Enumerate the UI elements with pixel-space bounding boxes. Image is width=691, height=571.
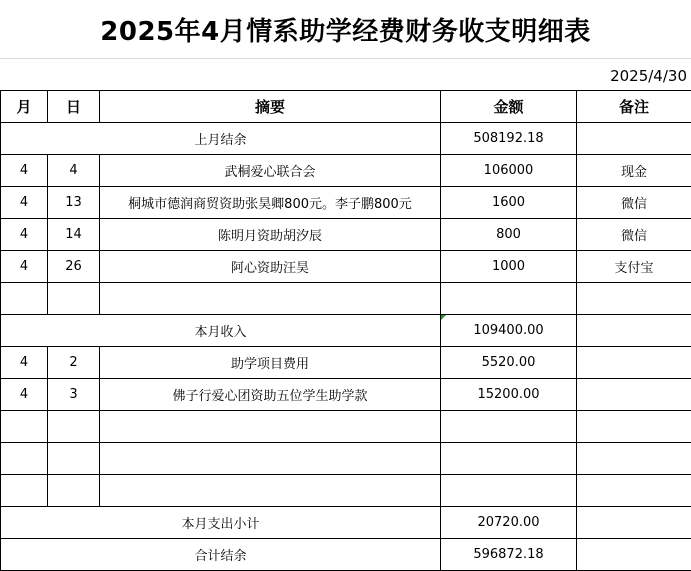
sheet-title: 2025年4月情系助学经费财务收支明细表 bbox=[0, 0, 691, 58]
empty-cell bbox=[1, 475, 48, 507]
table-row bbox=[1, 155, 691, 187]
row-note bbox=[577, 347, 691, 379]
table-row bbox=[1, 347, 691, 379]
finance-table bbox=[0, 90, 691, 571]
table-row bbox=[1, 187, 691, 219]
month-income-amount: 109400.00 bbox=[441, 315, 577, 347]
empty-cell bbox=[577, 539, 691, 571]
row-note: 微信 bbox=[577, 187, 691, 219]
month-income-row bbox=[1, 315, 691, 347]
row-note: 现金 bbox=[577, 155, 691, 187]
row-month: 4 bbox=[1, 379, 48, 411]
row-day: 2 bbox=[48, 347, 100, 379]
total-balance-label: 合计结余 bbox=[1, 539, 441, 571]
row-day: 13 bbox=[48, 187, 100, 219]
row-summary: 桐城市德润商贸资助张昊卿800元。李子鹏800元 bbox=[100, 187, 441, 219]
empty-cell bbox=[100, 411, 441, 443]
empty-cell bbox=[1, 411, 48, 443]
row-month: 4 bbox=[1, 219, 48, 251]
empty-cell bbox=[577, 283, 691, 315]
table-row bbox=[1, 219, 691, 251]
header-summary: 摘要 bbox=[100, 91, 441, 123]
empty-cell bbox=[441, 475, 577, 507]
month-expense-label: 本月支出小计 bbox=[1, 507, 441, 539]
empty-cell bbox=[1, 443, 48, 475]
report-date: 2025/4/30 bbox=[610, 67, 687, 85]
row-month: 4 bbox=[1, 251, 48, 283]
total-balance-amount: 596872.18 bbox=[441, 539, 577, 571]
empty-row bbox=[1, 283, 691, 315]
header-note: 备注 bbox=[577, 91, 691, 123]
last-month-balance-amount: 508192.18 bbox=[441, 123, 577, 155]
month-income-label: 本月收入 bbox=[1, 315, 441, 347]
row-summary: 助学项目费用 bbox=[100, 347, 441, 379]
row-month: 4 bbox=[1, 155, 48, 187]
empty-cell bbox=[48, 411, 100, 443]
empty-cell bbox=[48, 283, 100, 315]
row-amount: 5520.00 bbox=[441, 347, 577, 379]
header-day: 日 bbox=[48, 91, 100, 123]
last-month-balance-row bbox=[1, 123, 691, 155]
empty-cell bbox=[577, 315, 691, 347]
date-row bbox=[0, 58, 691, 91]
row-day: 3 bbox=[48, 379, 100, 411]
empty-cell bbox=[100, 443, 441, 475]
empty-row bbox=[1, 443, 691, 475]
empty-cell bbox=[577, 507, 691, 539]
empty-cell bbox=[100, 283, 441, 315]
row-amount: 15200.00 bbox=[441, 379, 577, 411]
row-summary: 武桐爱心联合会 bbox=[100, 155, 441, 187]
row-note: 微信 bbox=[577, 219, 691, 251]
row-summary: 阿心资助汪昊 bbox=[100, 251, 441, 283]
row-summary: 佛子行爱心团资助五位学生助学款 bbox=[100, 379, 441, 411]
total-balance-row bbox=[1, 539, 691, 571]
row-month: 4 bbox=[1, 187, 48, 219]
row-day: 26 bbox=[48, 251, 100, 283]
empty-cell bbox=[441, 283, 577, 315]
row-summary: 陈明月资助胡汐辰 bbox=[100, 219, 441, 251]
empty-cell bbox=[48, 443, 100, 475]
row-note bbox=[577, 379, 691, 411]
row-amount: 800 bbox=[441, 219, 577, 251]
row-day: 14 bbox=[48, 219, 100, 251]
empty-cell bbox=[441, 443, 577, 475]
row-note: 支付宝 bbox=[577, 251, 691, 283]
row-month: 4 bbox=[1, 347, 48, 379]
table-row bbox=[1, 251, 691, 283]
empty-cell bbox=[100, 475, 441, 507]
empty-row bbox=[1, 475, 691, 507]
table-row bbox=[1, 379, 691, 411]
header-month: 月 bbox=[1, 91, 48, 123]
row-amount: 1000 bbox=[441, 251, 577, 283]
last-month-balance-label: 上月结余 bbox=[1, 123, 441, 155]
row-day: 4 bbox=[48, 155, 100, 187]
empty-row bbox=[1, 411, 691, 443]
empty-cell bbox=[48, 475, 100, 507]
empty-cell bbox=[1, 283, 48, 315]
empty-cell bbox=[577, 411, 691, 443]
month-expense-amount: 20720.00 bbox=[441, 507, 577, 539]
empty-cell bbox=[577, 475, 691, 507]
header-amount: 金额 bbox=[441, 91, 577, 123]
row-amount: 106000 bbox=[441, 155, 577, 187]
empty-cell bbox=[577, 123, 691, 155]
empty-cell bbox=[577, 443, 691, 475]
row-amount: 1600 bbox=[441, 187, 577, 219]
header-row bbox=[1, 91, 691, 123]
empty-cell bbox=[441, 411, 577, 443]
month-expense-row bbox=[1, 507, 691, 539]
